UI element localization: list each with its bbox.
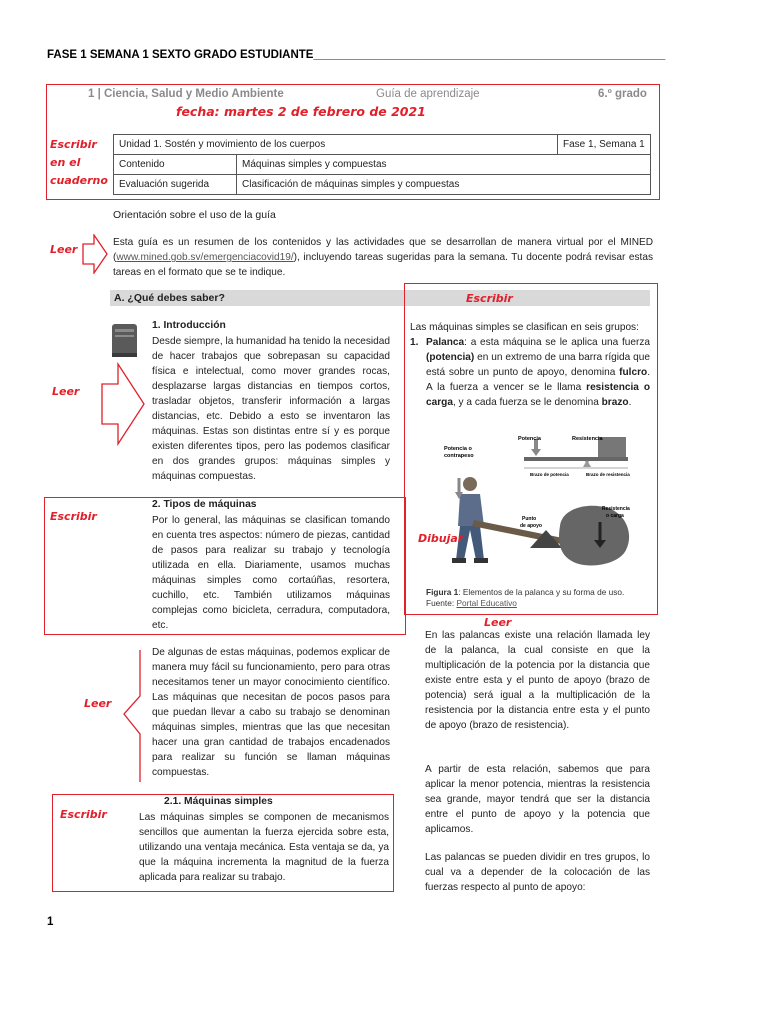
bracket-arrow-icon	[120, 648, 146, 784]
table-cell: Contenido	[114, 155, 237, 175]
read-note-2: Leer	[52, 385, 80, 398]
table-cell: Fase 1, Semana 1	[558, 135, 651, 155]
guide-title: Guía de aprendizaje	[376, 88, 480, 100]
lever-text: : a esta máquina se le aplica una fuerza	[464, 337, 650, 348]
term-fulcro: fulcro	[619, 367, 648, 378]
table-row	[114, 155, 651, 175]
types-title: 2. Tipos de máquinas	[152, 499, 257, 510]
term-potencia: (potencia)	[426, 352, 475, 363]
label-potencia-contrapeso-2: contrapeso	[444, 453, 474, 459]
label-punto-2: de apoyo	[520, 523, 542, 529]
explain-text: De algunas de estas máquinas, podemos explicar de manera muy fácil su funcionamiento, pero para otras necesitamos tener un mayor conocimiento científico. Las máquinas que necesitan de pocos pasos para que puedan llevar a cabo su trabajo se denominan máquinas simples, mientras que las que necesitan hacer una gran cantidad de trabajos encadenados para realizar su función se llaman máquinas compuestas.	[152, 647, 390, 778]
label-punto-1: Punto	[522, 516, 537, 522]
portal-educativo-link[interactable]: Portal Educativo	[456, 598, 517, 608]
term-brazo: brazo	[601, 397, 629, 408]
lever-text: .	[628, 397, 632, 408]
label-resistencia-carga-1: Resistencia	[602, 506, 630, 512]
types-text: Por lo general, las máquinas se clasifican tomando en cuenta tres aspectos: número de piezas, cantidad de pasos para realizar su trabajo y tecnología utilizada en ella. Diariamente, usamos muchas máquinas simples como cortaúñas, resortera, cuchillo, etc. También utilizamos máquinas complejas como bicicleta, cerradura, computadora, etc.	[152, 515, 390, 631]
mined-link[interactable]: www.mined.gob.sv/emergenciacovid19/	[116, 252, 294, 263]
arrow-right-icon	[82, 234, 108, 274]
term-resistencia: resistencia o carga	[426, 382, 650, 408]
label-brazo-resistencia: Brazo de resistencia	[586, 472, 630, 477]
lever-bar	[524, 457, 628, 461]
label-resistencia-carga-2: o carga	[606, 513, 624, 519]
notebook-note-line-2: en el	[50, 156, 81, 169]
lever-illustration	[412, 430, 652, 586]
read-note-right: Leer	[484, 616, 512, 629]
label-brazo-potencia: Brazo de potencia	[530, 472, 569, 477]
label-potencia-contrapeso-1: Potencia o	[444, 446, 472, 452]
draw-note: Dibujar	[418, 532, 464, 545]
lever-text: en un extremo de una barra rígida que está sobre un punto de apoyo, denomina	[426, 352, 650, 378]
person-body	[458, 494, 484, 526]
orientation-text-a: Esta guía es un resumen de los contenidos y las actividades que se desarrollan de manera virtual por el MINED (	[113, 237, 653, 263]
six-groups-intro: Las máquinas simples se clasifican en seis grupos:	[410, 322, 639, 333]
label-potencia: Potencia	[518, 436, 541, 442]
source-label: Fuente:	[426, 598, 457, 608]
lever-text: , y a cada fuerza se le denomina	[452, 397, 602, 408]
section-a-title: A. ¿Qué debes saber?	[110, 290, 650, 306]
page-number: 1	[47, 916, 54, 928]
subject-title: 1 | Ciencia, Salud y Medio Ambiente	[88, 88, 284, 100]
lever-figure	[412, 430, 652, 586]
book-icon	[110, 322, 140, 360]
table-cell: Máquinas simples y compuestas	[237, 155, 651, 175]
lever-groups-text: Las palancas se pueden dividir en tres grupos, lo cual va a depender de la colocación de las fuerzas respecto al punto de apoyo:	[425, 852, 650, 893]
term-palanca: Palanca	[426, 337, 465, 348]
orientation-title: Orientación sobre el uso de la guía	[113, 209, 276, 221]
document-header: FASE 1 SEMANA 1 SEXTO GRADO ESTUDIANTE_______________________________________________________	[47, 49, 666, 61]
caption-label: Figura 1	[426, 587, 459, 597]
table-row	[114, 175, 651, 195]
notebook-note-line-3: cuaderno	[50, 174, 108, 187]
table-row	[114, 135, 651, 155]
notebook-note-line-1: Escribir	[50, 138, 97, 151]
lever-relation-text: A partir de esta relación, sabemos que para aplicar la menor potencia, mientras la resistencia sea grande, mayor tendrá que ser la distancia entre el punto de apoyo y la potencia que aplicamos.	[425, 764, 650, 835]
table-cell: Clasificación de máquinas simples y compuestas	[237, 175, 651, 195]
caption-text: : Elementos de la palanca y su forma de uso.	[458, 587, 625, 597]
intro-title: 1. Introducción	[152, 320, 226, 331]
table-cell: Unidad 1. Sostén y movimiento de los cuerpos	[114, 135, 558, 155]
write-note-types: Escribir	[50, 510, 97, 523]
read-note-3: Leer	[84, 697, 112, 710]
write-note-right: Escribir	[466, 292, 513, 305]
lever-text: . A la fuerza a vencer se le llama	[426, 367, 650, 393]
grade-label: 6.º grado	[598, 88, 647, 100]
read-note-1: Leer	[50, 243, 78, 256]
simple-machines-text: Las máquinas simples se componen de mecanismos sencillos que aumentan la fuerza ejercida sobre esta, utilizando una ventaja mecánica. Esta ventaja se da, ya que la máquina incrementa la magnitud de la fuerza aplicada para realizar su trabajo.	[139, 812, 389, 883]
arrow-right-icon	[100, 362, 146, 446]
list-number: 1.	[410, 337, 419, 348]
unit-info-table	[113, 134, 651, 195]
write-note-simple: Escribir	[60, 808, 107, 821]
label-resistencia: Resistencia	[572, 436, 603, 442]
lever-law-text: En las palancas existe una relación llamada ley de la palanca, la cual consiste en que la multiplicación de la potencia por la distancia que existe entre esta y el punto de apoyo (brazo de potencia) será igual a la multiplicación de la resistencia por la distancia entre esta y el punto de apoyo (brazo de resistencia).	[425, 630, 650, 731]
notebook-note	[50, 136, 108, 190]
table-cell: Evaluación sugerida	[114, 175, 237, 195]
intro-text: Desde siempre, la humanidad ha tenido la necesidad de hacer trabajos que sobrepasan su capacidad física e intelectual, como mover grandes rocas, desplazarse largas distancias en tiempos cortos, trasladar objetos, transferir información a largas distancias, etc. Debido a esto se inventaron las máquinas. Estas son distintas entre sí y es porque existen diferentes tipos, pero las podemos clasificar en dos grandes grupos: máquinas simples y máquinas compuestas.	[152, 336, 390, 482]
orientation-text	[113, 235, 653, 280]
fulcrum	[583, 460, 591, 467]
figure-caption	[426, 587, 652, 609]
lever-definition	[410, 335, 650, 410]
simple-machines-title: 2.1. Máquinas simples	[164, 796, 273, 807]
person-head	[463, 477, 477, 491]
orientation-text-b: ), incluyendo tareas sugeridas para la semana. Tu docente podrá revisar estas tareas en el formato que se te indique.	[113, 252, 653, 278]
date-note: fecha: martes 2 de febrero de 2021	[176, 104, 426, 119]
